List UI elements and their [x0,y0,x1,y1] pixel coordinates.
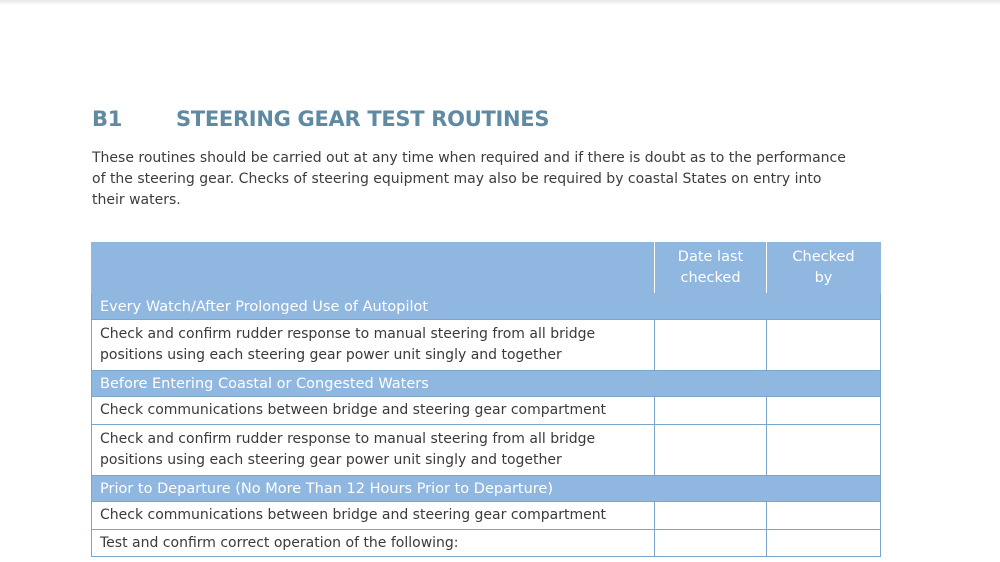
date-last-checked-cell[interactable] [655,320,767,371]
section-heading [92,104,549,134]
group-row [92,294,881,320]
table-row [92,502,881,530]
group-row [92,371,881,397]
group-title-prior-to-departure: Prior to Departure (No More Than 12 Hours Prior to Departure) [92,476,881,502]
task-cell: Check and confirm rudder response to manual steering from all bridge positions using each steering gear power unit singly and together [92,425,655,476]
group-title-coastal-waters: Before Entering Coastal or Congested Waters [92,371,881,397]
checked-by-cell[interactable] [767,502,881,530]
table-row [92,425,881,476]
checked-by-cell[interactable] [767,425,881,476]
intro-paragraph: These routines should be carried out at any time when required and if there is doubt as to the performance of the steering gear. Checks of steering equipment may also be required by coastal States on entry into their waters. [92,150,846,208]
task-cell: Check communications between bridge and steering gear compartment [92,502,655,530]
table-row [92,530,881,557]
table-row [92,397,881,425]
checked-by-cell[interactable] [767,530,881,557]
section-number: B1 [92,107,123,131]
header-date-last-checked: Date last checked [655,243,767,294]
table-row [92,320,881,371]
date-last-checked-cell[interactable] [655,425,767,476]
group-row [92,476,881,502]
header-task-column [92,243,655,294]
date-last-checked-cell[interactable] [655,397,767,425]
steering-gear-test-table [91,242,881,557]
task-cell: Test and confirm correct operation of the following: [92,530,655,557]
task-cell: Check and confirm rudder response to manual steering from all bridge positions using each steering gear power unit singly and together [92,320,655,371]
checked-by-cell[interactable] [767,320,881,371]
date-last-checked-cell[interactable] [655,502,767,530]
table-header-row [92,243,881,294]
task-cell: Check communications between bridge and steering gear compartment [92,397,655,425]
checked-by-cell[interactable] [767,397,881,425]
header-checked-by: Checked by [767,243,881,294]
group-title-every-watch: Every Watch/After Prolonged Use of Autopilot [92,294,881,320]
section-title: STEERING GEAR TEST ROUTINES [176,107,550,131]
date-last-checked-cell[interactable] [655,530,767,557]
page-edge-shadow [0,0,1000,5]
